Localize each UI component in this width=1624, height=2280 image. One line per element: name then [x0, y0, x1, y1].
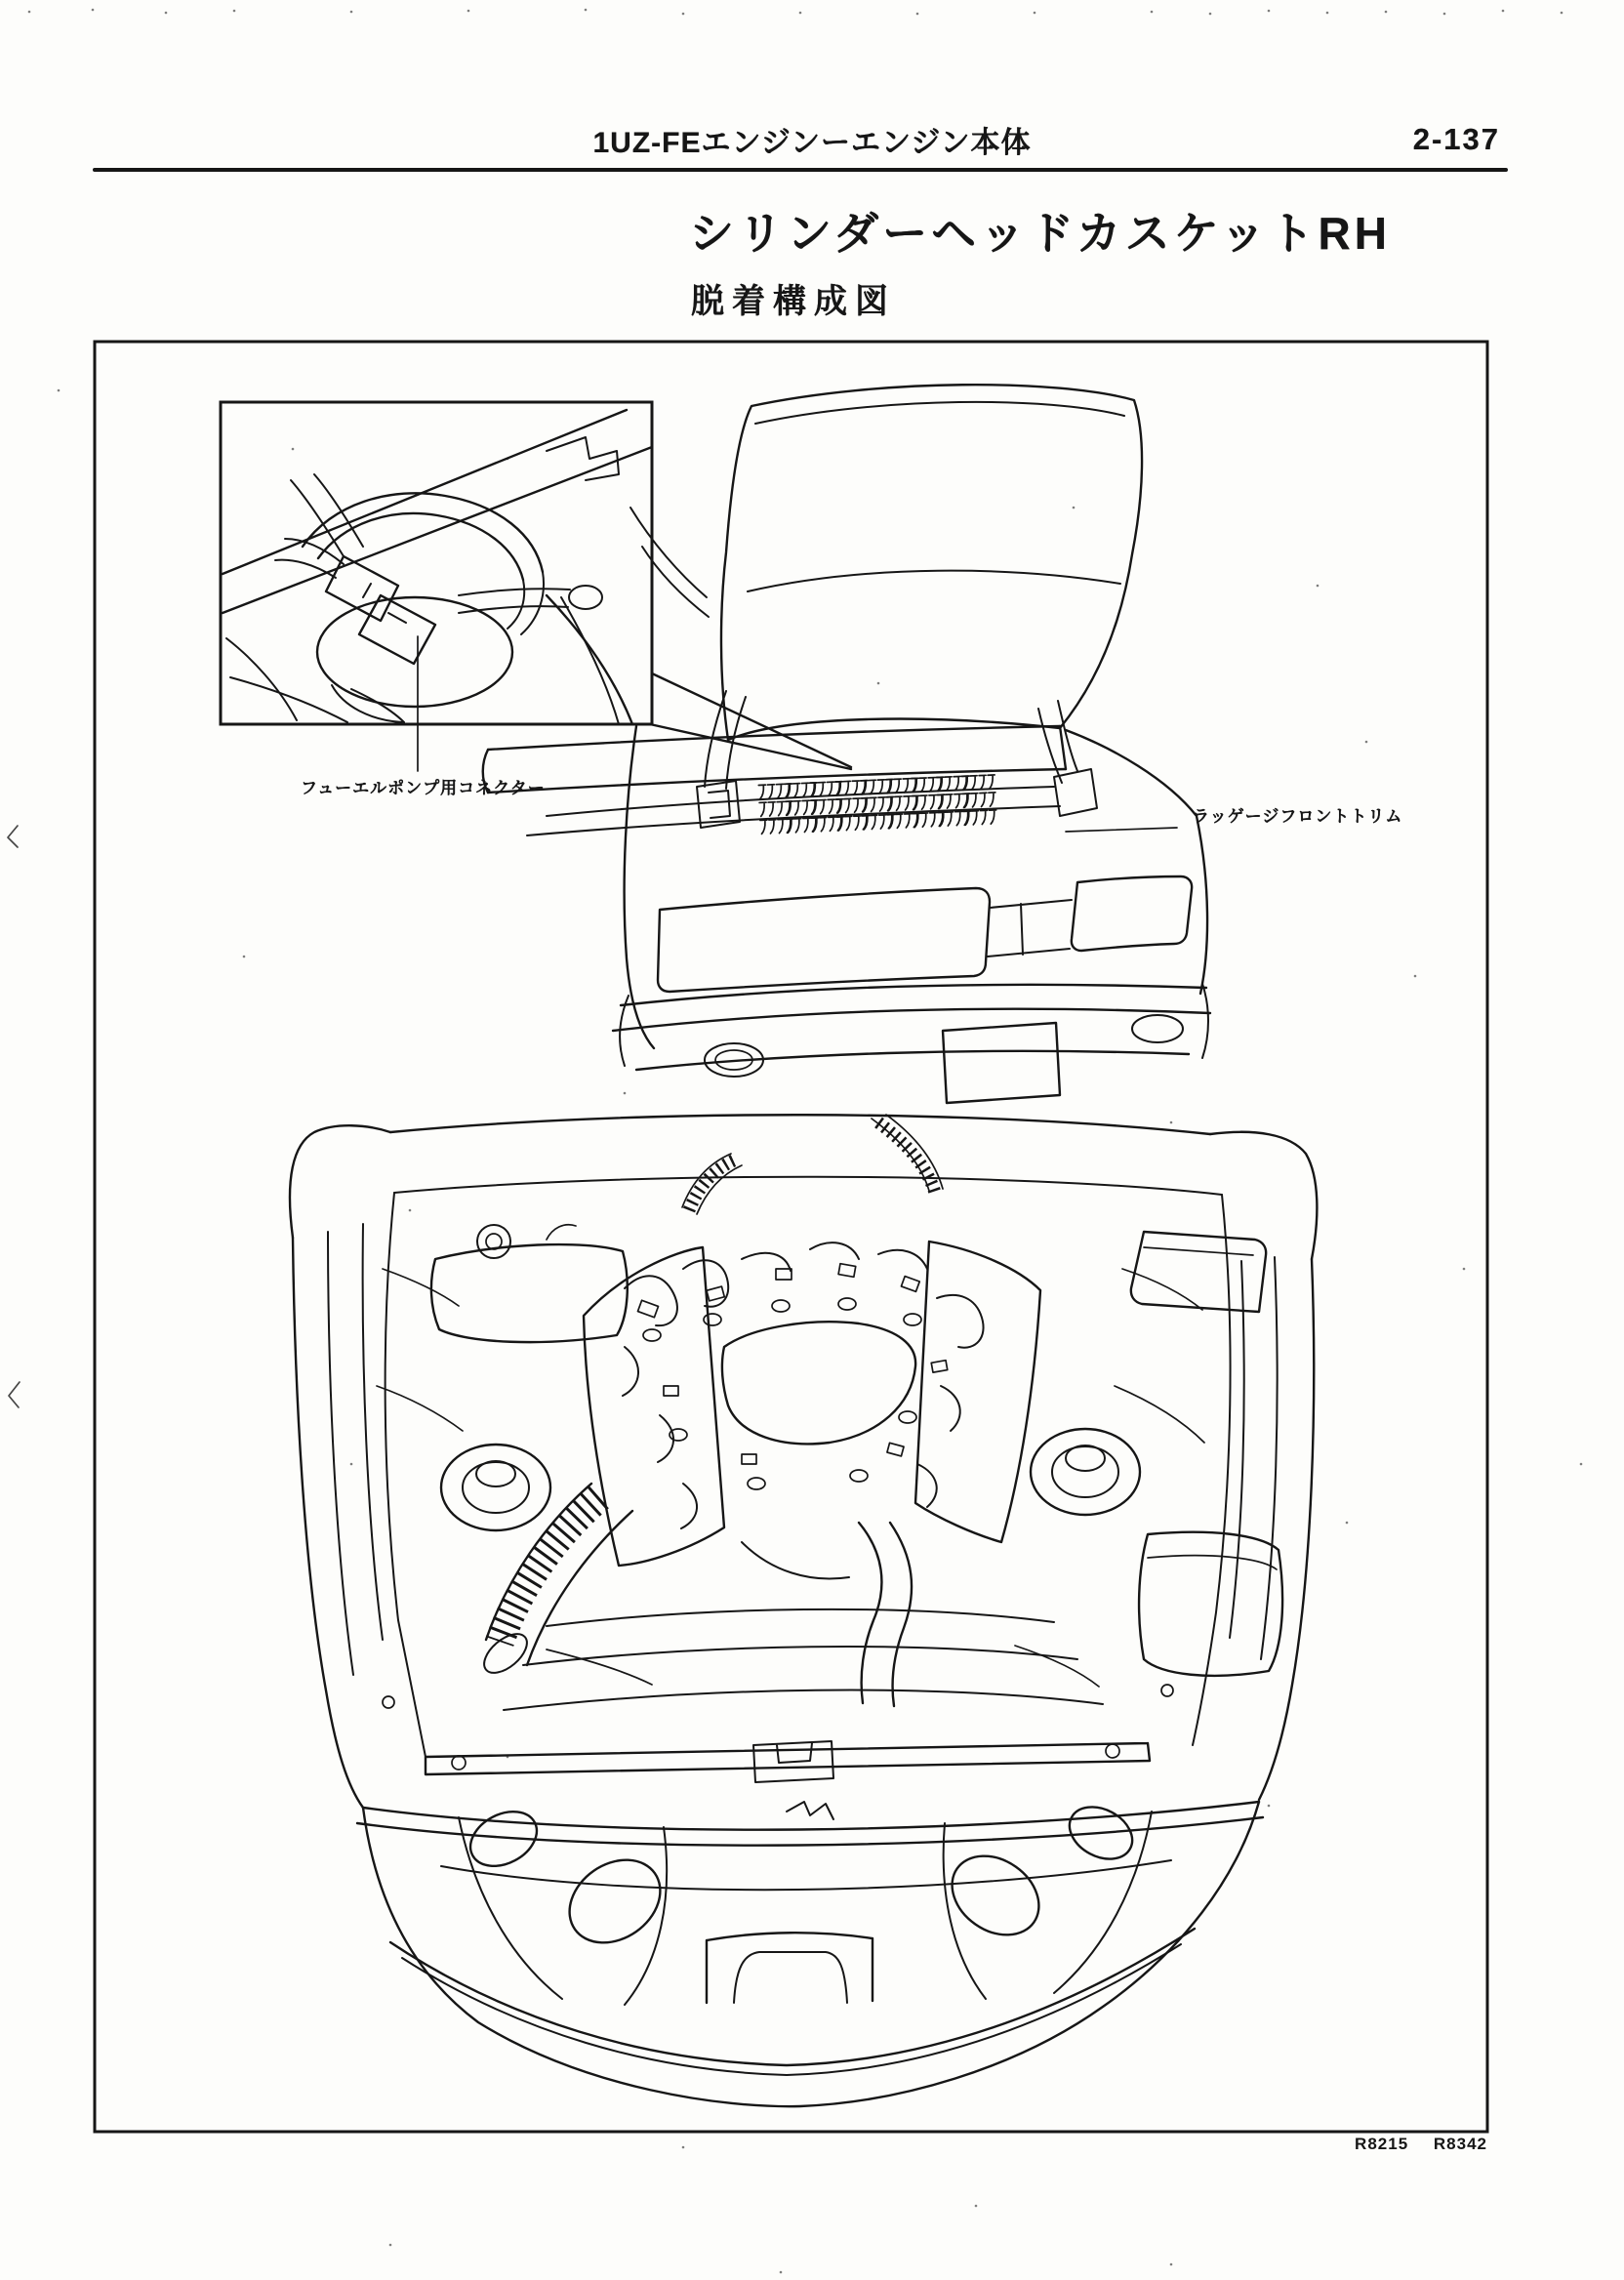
section-title: シリンダーヘッドカスケットRH	[689, 208, 1391, 259]
car-rear-drawing	[483, 385, 1210, 1103]
trim-hatch-marks	[758, 775, 996, 835]
section-subtitle: 脱着構成図	[691, 283, 896, 320]
label-fuel-pump-connector: フューエルポンプ用コネクター	[301, 779, 546, 797]
page-number: 2-137	[1412, 122, 1500, 156]
figure-frame	[95, 342, 1487, 2132]
inset-connector-drawing	[221, 402, 652, 724]
margin-artifacts	[8, 826, 20, 1407]
page-header-title: 1UZ-FEエンジンーエンジン本体	[592, 127, 1032, 159]
engine-bay-drawing	[290, 1115, 1317, 2106]
label-luggage-front-trim: ラッゲージフロントトリム	[1193, 807, 1403, 826]
reference-code: R8342	[1433, 2135, 1487, 2153]
reference-code: R8215	[1355, 2135, 1409, 2153]
leader-line-luggage-trim	[1066, 828, 1177, 832]
figure-reference-codes	[1335, 2135, 1487, 2154]
